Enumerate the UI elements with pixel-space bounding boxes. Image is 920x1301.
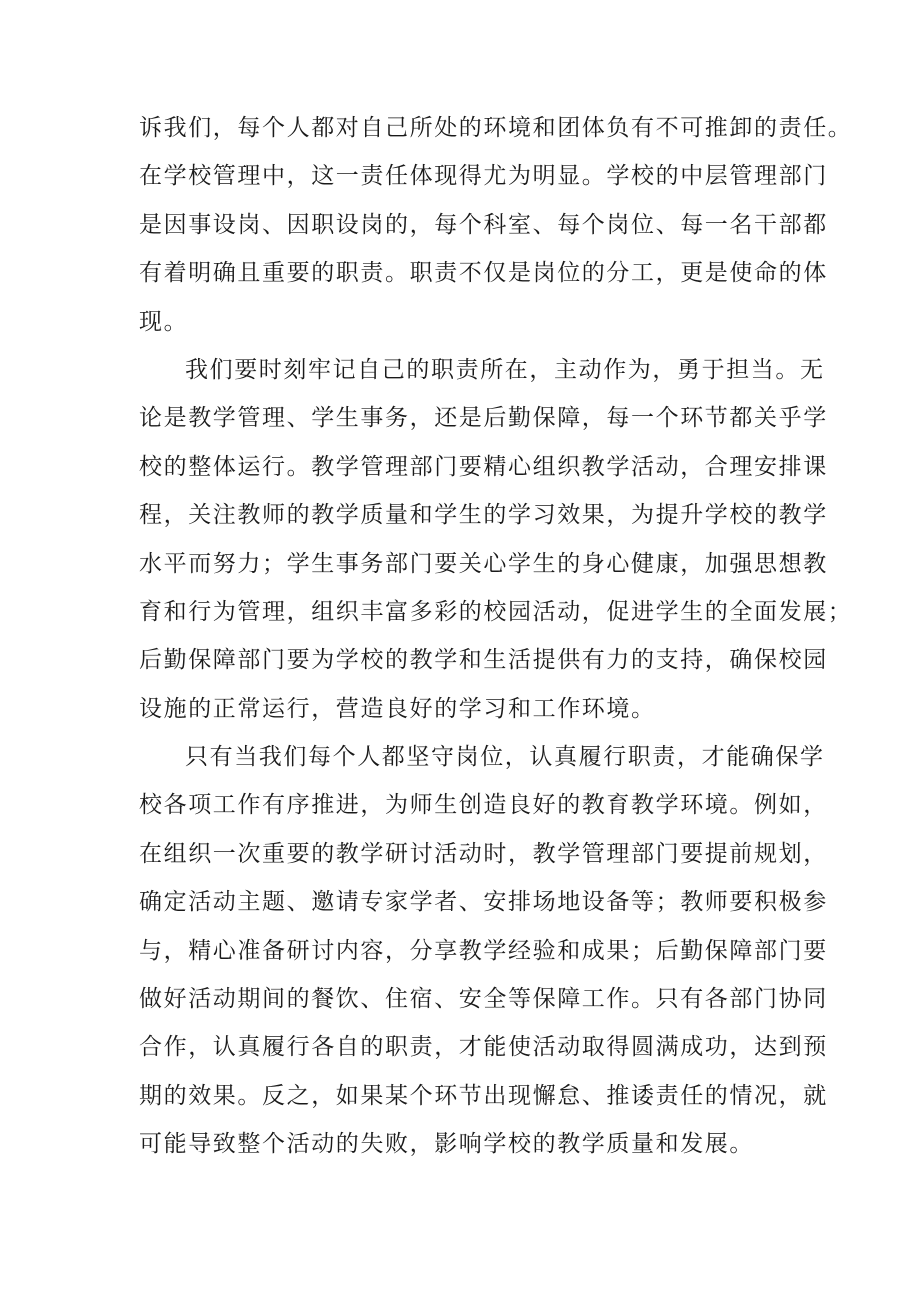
text-line: 校的整体运行。教学管理部门要精心组织教学活动，合理安排课 — [139, 453, 828, 480]
text-line: 水平而努力；学生事务部门要关心学生的身心健康，加强思想教 — [139, 550, 828, 577]
text-line: 设施的正常运行，营造良好的学习和工作环境。 — [139, 695, 656, 722]
text-line: 合作，认真履行各自的职责，才能使活动取得圆满成功，达到预 — [139, 1034, 828, 1061]
text-line: 在组织一次重要的教学研讨活动时，教学管理部门要提前规划， — [139, 840, 828, 867]
text-line: 后勤保障部门要为学校的教学和生活提供有力的支持，确保校园 — [139, 647, 828, 674]
text-line: 期的效果。反之，如果某个环节出现懈怠、推诿责任的情况，就 — [139, 1082, 828, 1109]
text-line: 确定活动主题、邀请专家学者、安排场地设备等；教师要积极参 — [139, 889, 828, 916]
text-line: 是因事设岗、因职设岗的，每个科室、每个岗位、每一名干部都 — [139, 211, 828, 238]
text-line: 可能导致整个活动的失败，影响学校的教学质量和发展。 — [139, 1131, 754, 1158]
text-line: 现。 — [139, 308, 189, 335]
text-line: 只有当我们每个人都坚守岗位，认真履行职责，才能确保学 — [185, 744, 825, 771]
text-line: 论是教学管理、学生事务，还是后勤保障，每一个环节都关乎学 — [139, 405, 828, 432]
text-line: 校各项工作有序推进，为师生创造良好的教育教学环境。例如， — [139, 792, 828, 819]
text-line: 做好活动期间的餐饮、住宿、安全等保障工作。只有各部门协同 — [139, 986, 828, 1013]
body-text — [139, 104, 853, 1169]
text-line: 我们要时刻牢记自己的职责所在，主动作为，勇于担当。无 — [185, 356, 825, 383]
text-line: 程，关注教师的教学质量和学生的学习效果，为提升学校的教学 — [139, 502, 828, 529]
text-line: 育和行为管理，组织丰富多彩的校园活动，促进学生的全面发展； — [139, 598, 853, 625]
text-line: 诉我们，每个人都对自己所处的环境和团体负有不可推卸的责任。 — [139, 115, 853, 141]
text-line: 有着明确且重要的职责。职责不仅是岗位的分工，更是使命的体 — [139, 260, 828, 287]
text-line: 在学校管理中，这一责任体现得尤为明显。学校的中层管理部门 — [139, 163, 828, 190]
text-line: 与，精心准备研讨内容，分享教学经验和成果；后勤保障部门要 — [139, 937, 828, 964]
